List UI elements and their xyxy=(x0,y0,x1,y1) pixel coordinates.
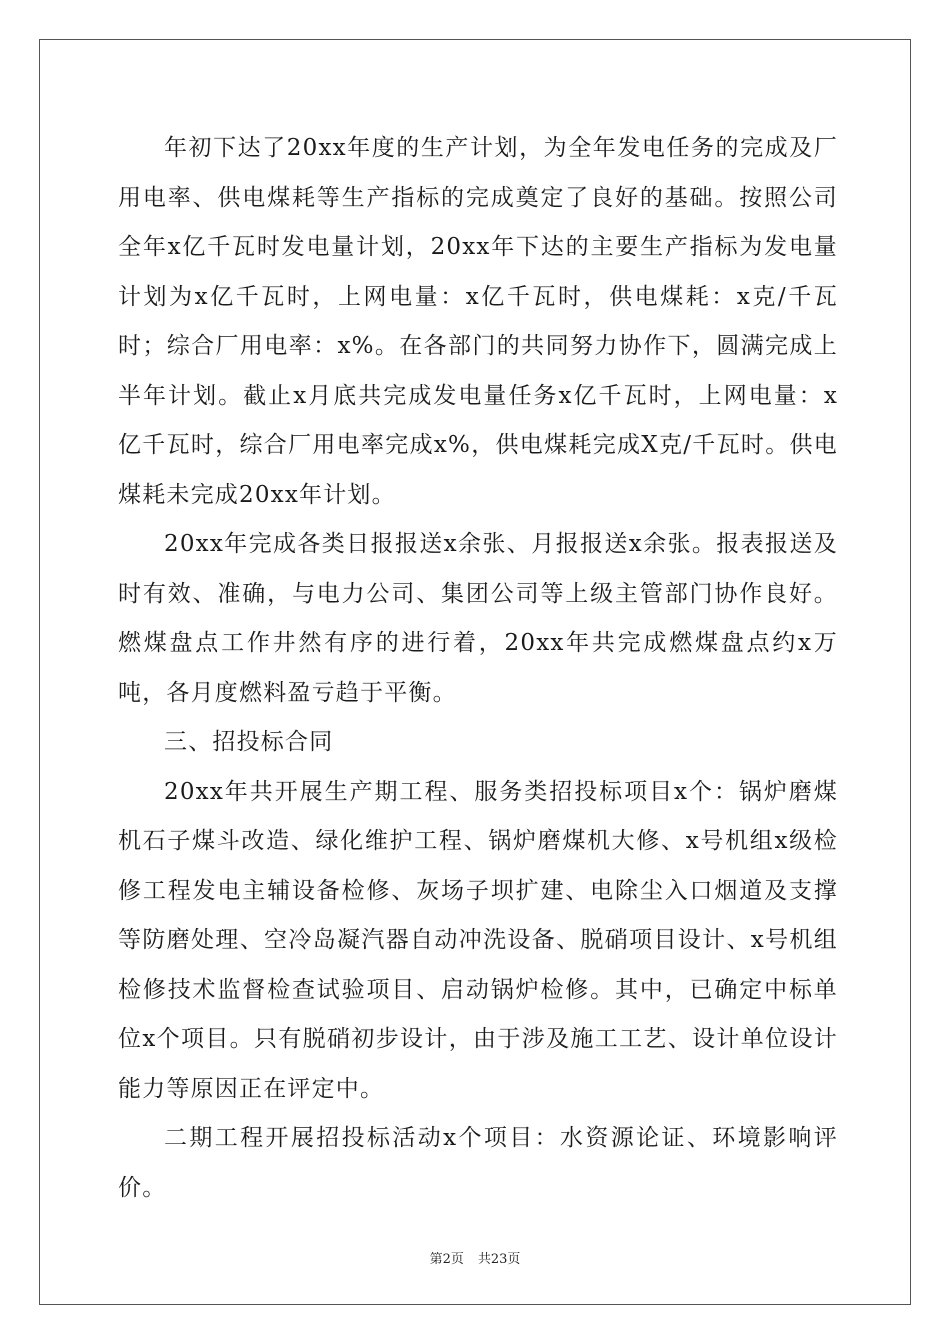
document-body xyxy=(118,124,838,1213)
page-number: 第2页 xyxy=(429,1252,464,1267)
page-footer xyxy=(0,1248,950,1267)
page-total: 共23页 xyxy=(477,1252,521,1267)
paragraph-production-plan: 年初下达了20xx年度的生产计划，为全年发电任务的完成及厂用电率、供电煤耗等生产指标的完成奠定了良好的基础。按照公司全年x亿千瓦时发电量计划，20xx年下达的主要生产指标为发电量计划为x亿千瓦时，上网电量：x亿千瓦时，供电煤耗：x克/千瓦时；综合厂用电率：x%。在各部门的共同努力协作下，圆满完成上半年计划。截止x月底共完成发电量任务x亿千瓦时，上网电量：x亿千瓦时，综合厂用电率完成x%，供电煤耗完成X克/千瓦时。供电煤耗未完成20xx年计划。 xyxy=(118,135,838,508)
paragraph-reports: 20xx年完成各类日报报送x余张、月报报送x余张。报表报送及时有效、准确，与电力公司、集团公司等上级主管部门协作良好。燃煤盘点工作井然有序的进行着，20xx年共完成燃煤盘点约x万吨，各月度燃料盈亏趋于平衡。 xyxy=(118,531,838,706)
section-heading-bidding: 三、招投标合同 xyxy=(164,729,334,755)
paragraph-bidding-projects: 20xx年共开展生产期工程、服务类招投标项目x个：锅炉磨煤机石子煤斗改造、绿化维护工程、锅炉磨煤机大修、x号机组x级检修工程发电主辅设备检修、灰场子坝扩建、电除尘入口烟道及支撑等防磨处理、空冷岛凝汽器自动冲洗设备、脱硝项目设计、x号机组检修技术监督检查试验项目、启动锅炉检修。其中，已确定中标单位x个项目。只有脱硝初步设计，由于涉及施工工艺、设计单位设计能力等原因正在评定中。 xyxy=(118,778,838,1102)
paragraph-phase-two: 二期工程开展招投标活动x个项目：水资源论证、环境影响评价。 xyxy=(118,1125,838,1201)
